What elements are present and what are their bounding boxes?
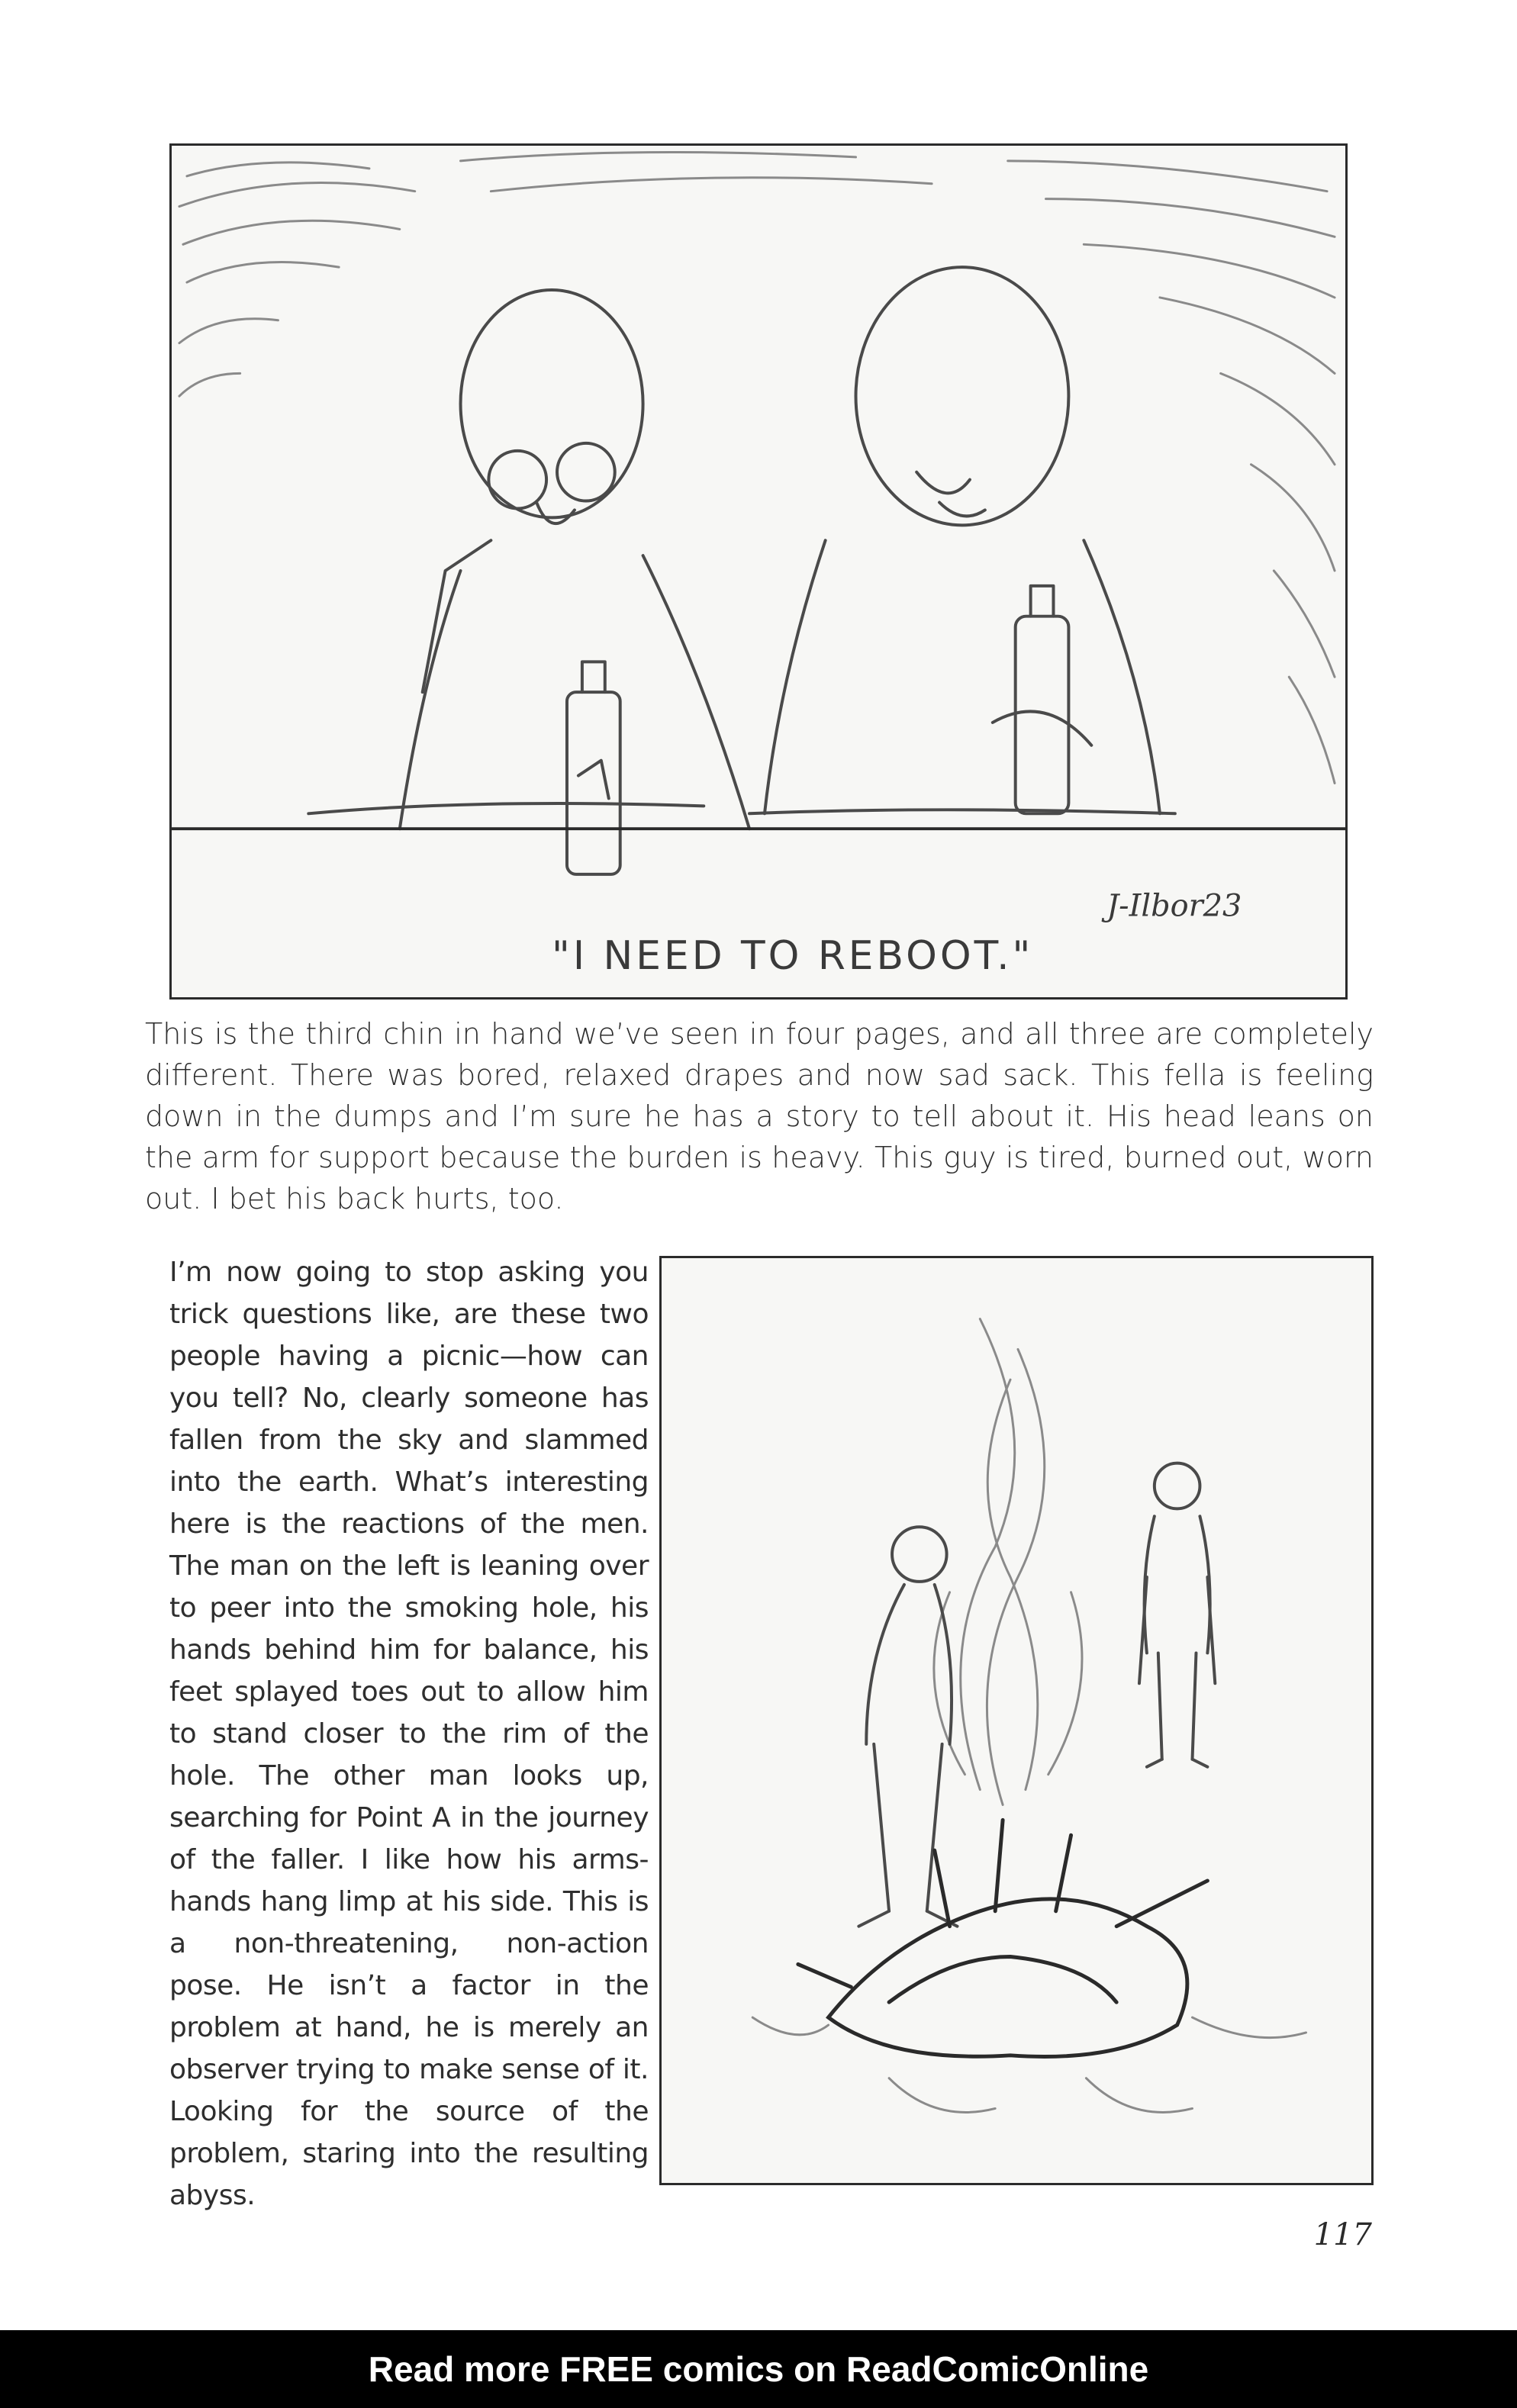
artist-signature: J-Ilbor23 [1106, 888, 1242, 924]
read-more-link[interactable]: Read more FREE comics on ReadComicOnline [368, 2349, 1149, 2389]
footer-banner [0, 2330, 1517, 2408]
crater-sketch [798, 1820, 1208, 2056]
illustration-panel-crater [659, 1256, 1374, 2185]
left-man-sketch [308, 290, 749, 874]
illustration-caption: "I NEED TO REBOOT." [552, 933, 1034, 980]
body-paragraph: I’m now going to stop asking you trick questions like, are these two people having a picnic—how can you tell? No, clearly someone has fallen from the sky and slammed into the earth. What’s interesting here is the reactions of the men. The man on the left is leaning over to peer into the smoking hole, his hands behind him for balance, his feet splayed toes out to allow him to stand closer to the rim of the hole. The other man looks up, searching for Point A in the journey of the faller. I like how his arms-hands hang limp at his side. This is a non-threatening, non-action pose. He isn’t a factor in the problem at hand, he is merely an observer trying to make sense of it. Looking for the source of the problem, staring into the resulting abyss. [169, 1257, 649, 2211]
right-man-sketch [749, 267, 1175, 813]
background-hatching [179, 153, 1335, 784]
illustration-panel-reboot [169, 143, 1348, 1000]
sketch-two-men-at-bar [172, 146, 1345, 997]
page-number: 117 [1313, 2217, 1372, 2252]
caption-paragraph: This is the third chin in hand we’ve seen in four pages, and all three are completely different. There was bored, relaxed drapes and now sad sack. This fella is feeling down in the dumps and I’m sure he has a story to tell about it. His head leans on the arm for support because the burden is heavy. This guy is tired, burned out, worn out. I bet his back hurts, too. [145, 1017, 1374, 1215]
onlooker-man-sketch [1139, 1463, 1215, 1767]
sketch-crater-with-onlookers [662, 1258, 1371, 2183]
smoke-sketch [934, 1319, 1082, 1805]
ground-cracks [752, 2017, 1306, 2112]
